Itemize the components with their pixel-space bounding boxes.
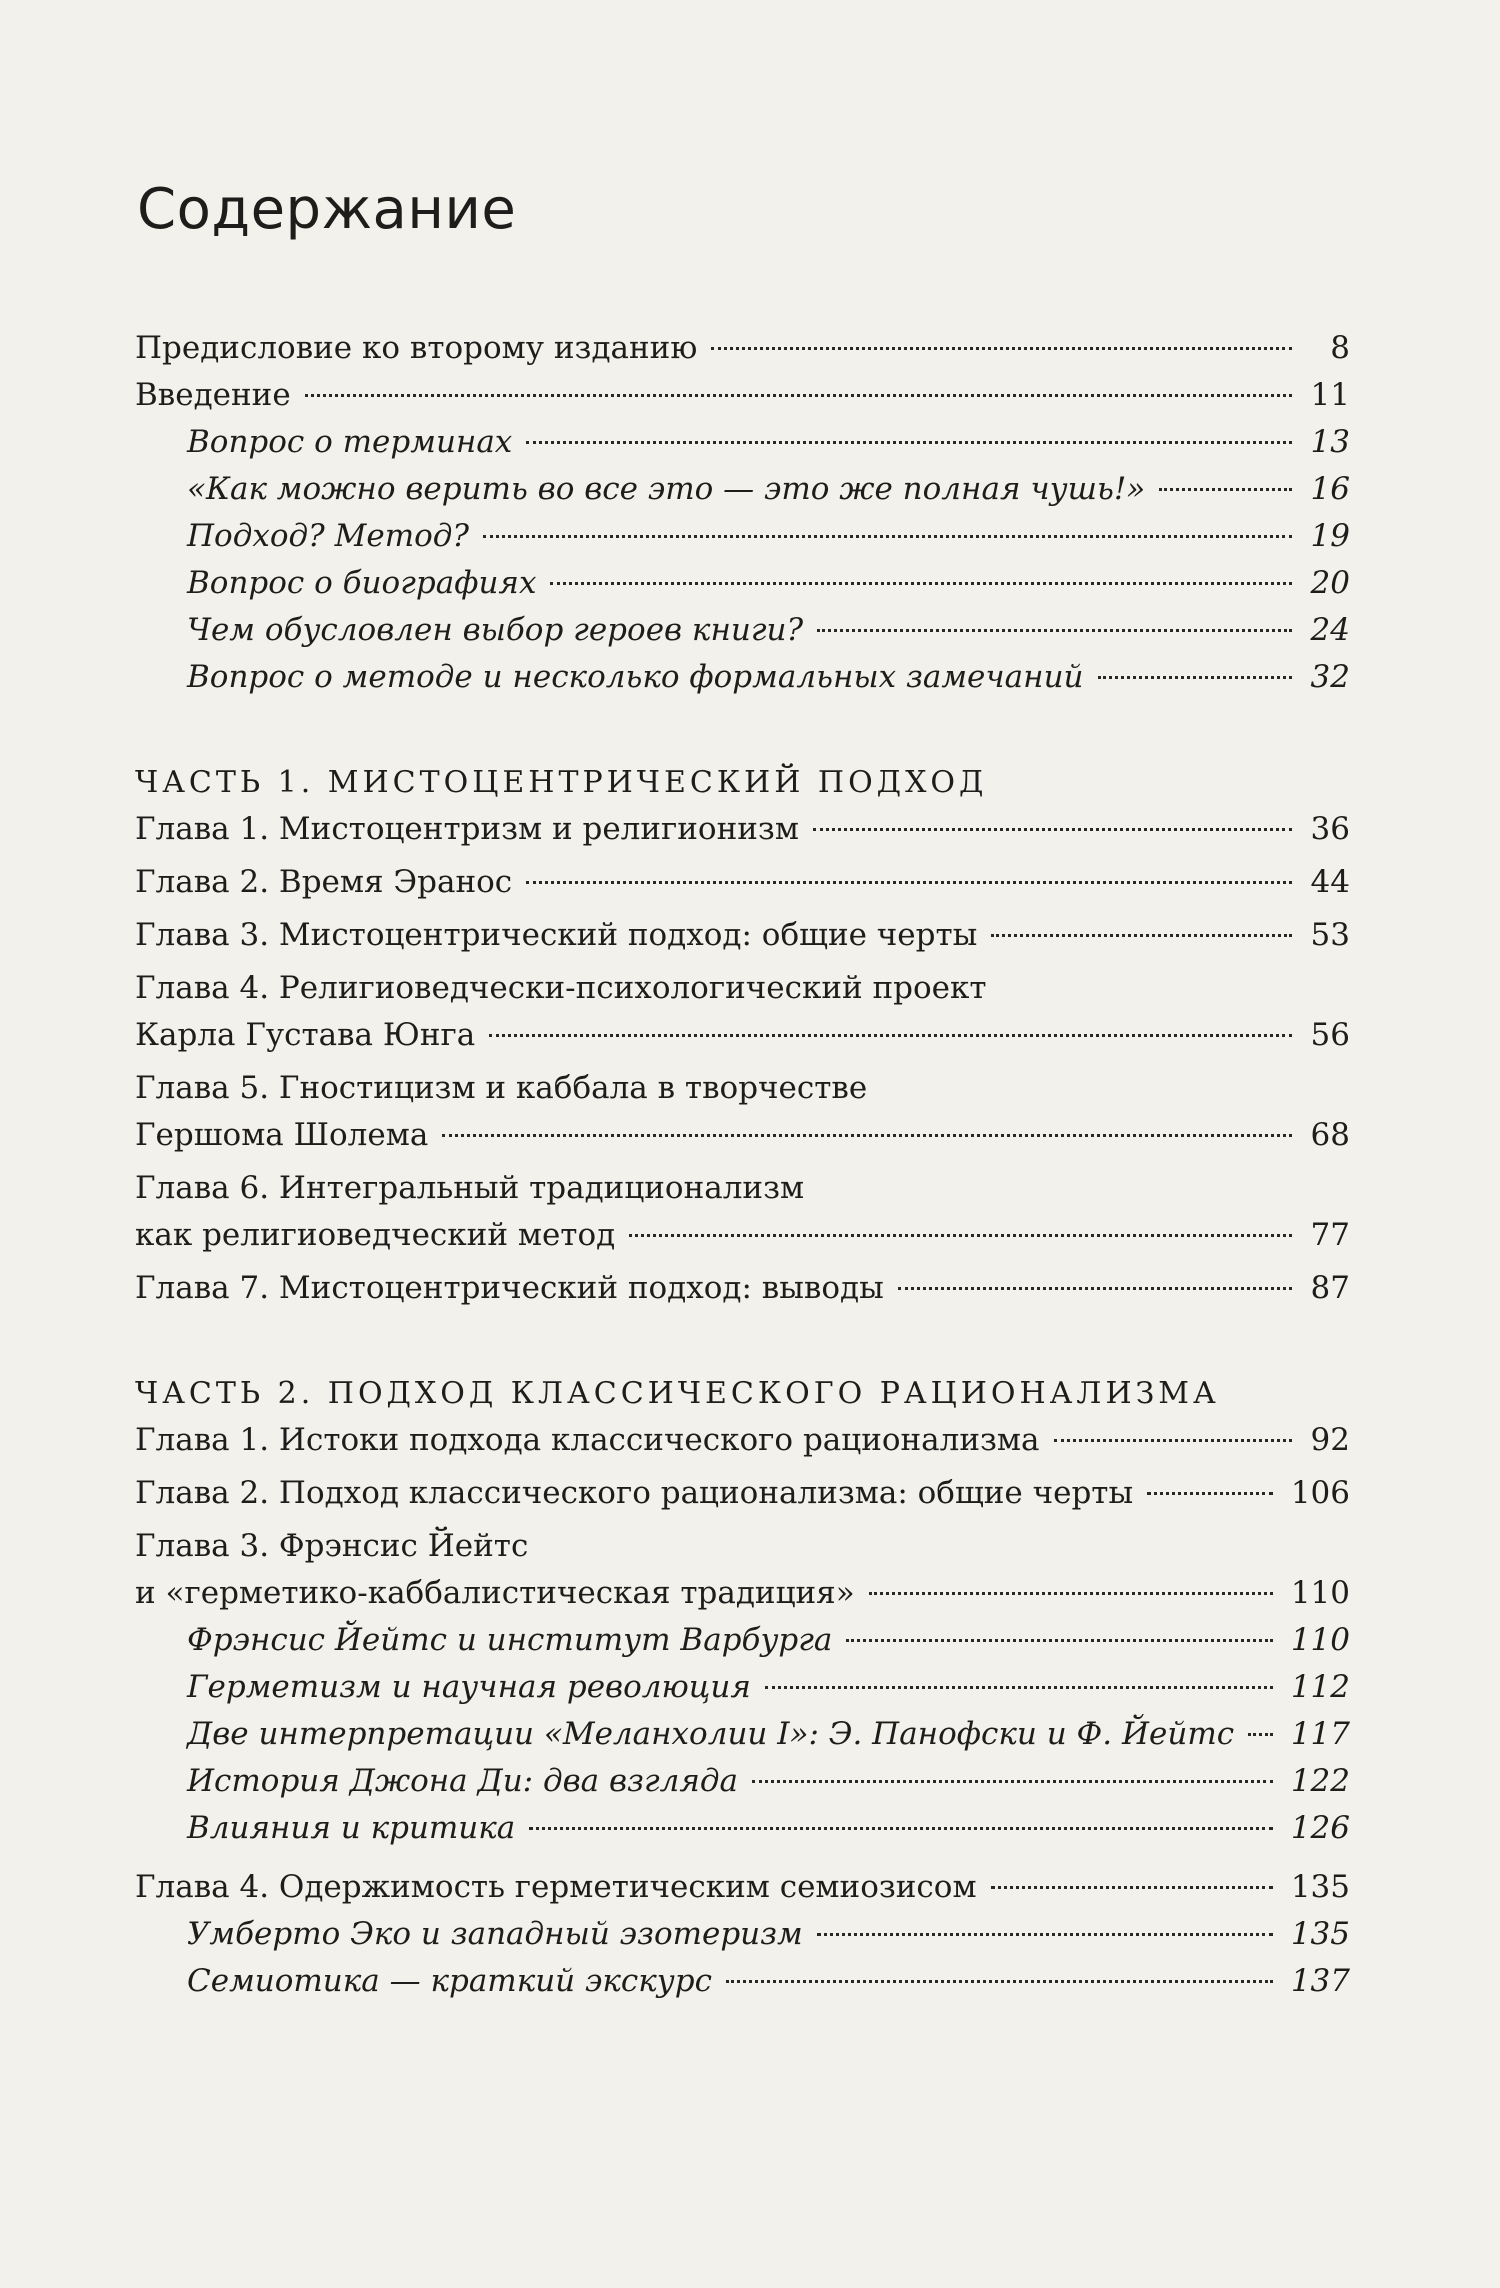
toc-page-number: 135 <box>1290 1869 1350 1905</box>
toc-chapter-label: Глава 1. Мистоцентризм и религионизм <box>135 811 799 847</box>
toc-subentry <box>135 1805 1350 1852</box>
toc-chapter-label: Гершома Шолема <box>135 1117 429 1153</box>
toc-subentry <box>135 466 1350 513</box>
dot-leader <box>813 828 1292 831</box>
toc-subentry-label: Подход? Метод? <box>187 518 470 554</box>
toc-chapter-label: Глава 1. Истоки подхода классического рационализма <box>135 1422 1040 1458</box>
toc-page-number: 56 <box>1310 1017 1350 1053</box>
toc-chapter-label: и «герметико-каббалистическая традиция» <box>135 1575 855 1611</box>
toc-subentry <box>135 1664 1350 1711</box>
toc-subentry <box>135 654 1350 701</box>
toc-subentry-label: Вопрос о методе и несколько формальных замечаний <box>187 659 1084 695</box>
dot-leader <box>991 934 1292 937</box>
toc-entry-label: Введение <box>135 377 291 413</box>
dot-leader <box>529 1827 1273 1830</box>
toc-subentry-label: Чем обусловлен выбор героев книги? <box>187 612 804 648</box>
toc-subentry-label: Влияния и критика <box>187 1810 516 1846</box>
toc-page-number: 92 <box>1310 1422 1350 1458</box>
toc-page-number: 13 <box>1310 424 1350 460</box>
toc-page-number: 19 <box>1310 518 1350 554</box>
part-heading: ЧАСТЬ 1. МИСТОЦЕНТРИЧЕСКИЙ ПОДХОД <box>135 765 988 800</box>
toc-page-number: 87 <box>1310 1270 1350 1306</box>
toc-subentry <box>135 513 1350 560</box>
toc-page-number: 68 <box>1310 1117 1350 1153</box>
toc-page-number: 11 <box>1310 377 1350 413</box>
toc-entry-preface <box>135 325 1350 372</box>
toc-chapter-label-line1: Глава 4. Религиоведчески-психологический проект <box>135 970 987 1006</box>
toc-subentry-label: Семиотика — краткий экскурс <box>187 1963 712 1999</box>
page-title: Содержание <box>137 177 517 242</box>
dot-leader <box>752 1780 1273 1783</box>
toc-page-number: 36 <box>1310 811 1350 847</box>
toc-subentry <box>135 419 1350 466</box>
toc-page-number: 53 <box>1310 917 1350 953</box>
toc-subentry-label: Вопрос о биографиях <box>187 565 537 601</box>
toc-subentry <box>135 1958 1350 2005</box>
toc-subentry <box>135 1617 1350 1664</box>
dot-leader <box>526 881 1292 884</box>
toc-page-number: 77 <box>1310 1217 1350 1253</box>
toc-chapter-label: как религиоведческий метод <box>135 1217 616 1253</box>
dot-leader <box>1159 488 1292 491</box>
dot-leader <box>489 1034 1292 1037</box>
toc-subentry <box>135 1758 1350 1805</box>
toc-page-number: 117 <box>1290 1716 1350 1752</box>
toc-page-number: 24 <box>1310 612 1350 648</box>
toc-chapter-label: Карла Густава Юнга <box>135 1017 476 1053</box>
dot-leader <box>442 1134 1292 1137</box>
toc-chapter <box>135 1065 1350 1159</box>
dot-leader <box>817 1933 1273 1936</box>
dot-leader <box>846 1639 1272 1642</box>
dot-leader <box>991 1886 1273 1889</box>
toc-subentry-label: Вопрос о терминах <box>187 424 513 460</box>
table-of-contents-page <box>135 177 1350 2005</box>
toc-page-number: 110 <box>1290 1575 1350 1611</box>
dot-leader <box>726 1980 1273 1983</box>
toc-subentry <box>135 607 1350 654</box>
dot-leader <box>765 1686 1273 1689</box>
toc-chapter-label-line1: Глава 3. Фрэнсис Йейтс <box>135 1528 529 1564</box>
toc-page-number: 106 <box>1290 1475 1350 1511</box>
dot-leader <box>629 1234 1292 1237</box>
dot-leader <box>550 582 1292 585</box>
toc-subentry <box>135 1711 1350 1758</box>
dot-leader <box>817 629 1292 632</box>
toc-chapter <box>135 1165 1350 1259</box>
toc-subentry-label: «Как можно верить во все это — это же полная чушь!» <box>187 471 1146 507</box>
toc-subentry-label: Умберто Эко и западный эзотеризм <box>187 1916 803 1952</box>
dot-leader <box>1098 676 1292 679</box>
toc-chapter-label: Глава 2. Время Эранос <box>135 864 513 900</box>
toc-page-number: 8 <box>1330 330 1350 366</box>
dot-leader <box>1054 1439 1292 1442</box>
dot-leader <box>711 347 1292 350</box>
toc-chapter-label-line1: Глава 5. Гностицизм и каббала в творчестве <box>135 1070 868 1106</box>
dot-leader <box>483 535 1292 538</box>
dot-leader <box>1147 1492 1273 1495</box>
toc-chapter <box>135 1417 1350 1464</box>
toc-chapter <box>135 859 1350 906</box>
toc-page-number: 16 <box>1310 471 1350 507</box>
dot-leader <box>1248 1733 1273 1736</box>
toc-subentry-label: Герметизм и научная революция <box>187 1669 751 1705</box>
toc-chapter-label-line1: Глава 6. Интегральный традиционализм <box>135 1170 805 1206</box>
toc-chapter-label: Глава 2. Подход классического рационализма: общие черты <box>135 1475 1134 1511</box>
toc-subentry <box>135 560 1350 607</box>
toc-page-number: 122 <box>1290 1763 1350 1799</box>
toc-subentry <box>135 1911 1350 1958</box>
dot-leader <box>305 394 1292 397</box>
toc-page-number: 135 <box>1290 1916 1350 1952</box>
toc-subentry-label: История Джона Ди: два взгляда <box>187 1763 739 1799</box>
part-heading: ЧАСТЬ 2. ПОДХОД КЛАССИЧЕСКОГО РАЦИОНАЛИЗМА <box>135 1376 1220 1411</box>
toc-chapter <box>135 965 1350 1059</box>
toc-page-number: 20 <box>1310 565 1350 601</box>
toc-subentry-label: Две интерпретации «Меланхолии I»: Э. Панофски и Ф. Йейтс <box>187 1716 1235 1752</box>
dot-leader <box>869 1592 1273 1595</box>
dot-leader <box>526 441 1292 444</box>
toc-page-number: 32 <box>1310 659 1350 695</box>
toc-page-number: 126 <box>1290 1810 1350 1846</box>
toc-chapter <box>135 912 1350 959</box>
toc-chapter <box>135 1470 1350 1517</box>
toc-entry-label: Предисловие ко второму изданию <box>135 330 698 366</box>
toc-page-number: 112 <box>1290 1669 1350 1705</box>
toc-chapter <box>135 1265 1350 1312</box>
toc-page-number: 110 <box>1290 1622 1350 1658</box>
toc-chapter-label: Глава 3. Мистоцентрический подход: общие черты <box>135 917 978 953</box>
toc-page-number: 44 <box>1310 864 1350 900</box>
toc-chapter <box>135 1523 1350 1617</box>
toc-chapter-label: Глава 4. Одержимость герметическим семиозисом <box>135 1869 977 1905</box>
toc-chapter-label: Глава 7. Мистоцентрический подход: выводы <box>135 1270 884 1306</box>
dot-leader <box>898 1287 1292 1290</box>
toc-subentry-label: Фрэнсис Йейтс и институт Варбурга <box>187 1622 833 1658</box>
toc-chapter <box>135 1864 1350 1911</box>
toc-page-number: 137 <box>1290 1963 1350 1999</box>
toc-chapter <box>135 806 1350 853</box>
toc-entry-introduction <box>135 372 1350 419</box>
